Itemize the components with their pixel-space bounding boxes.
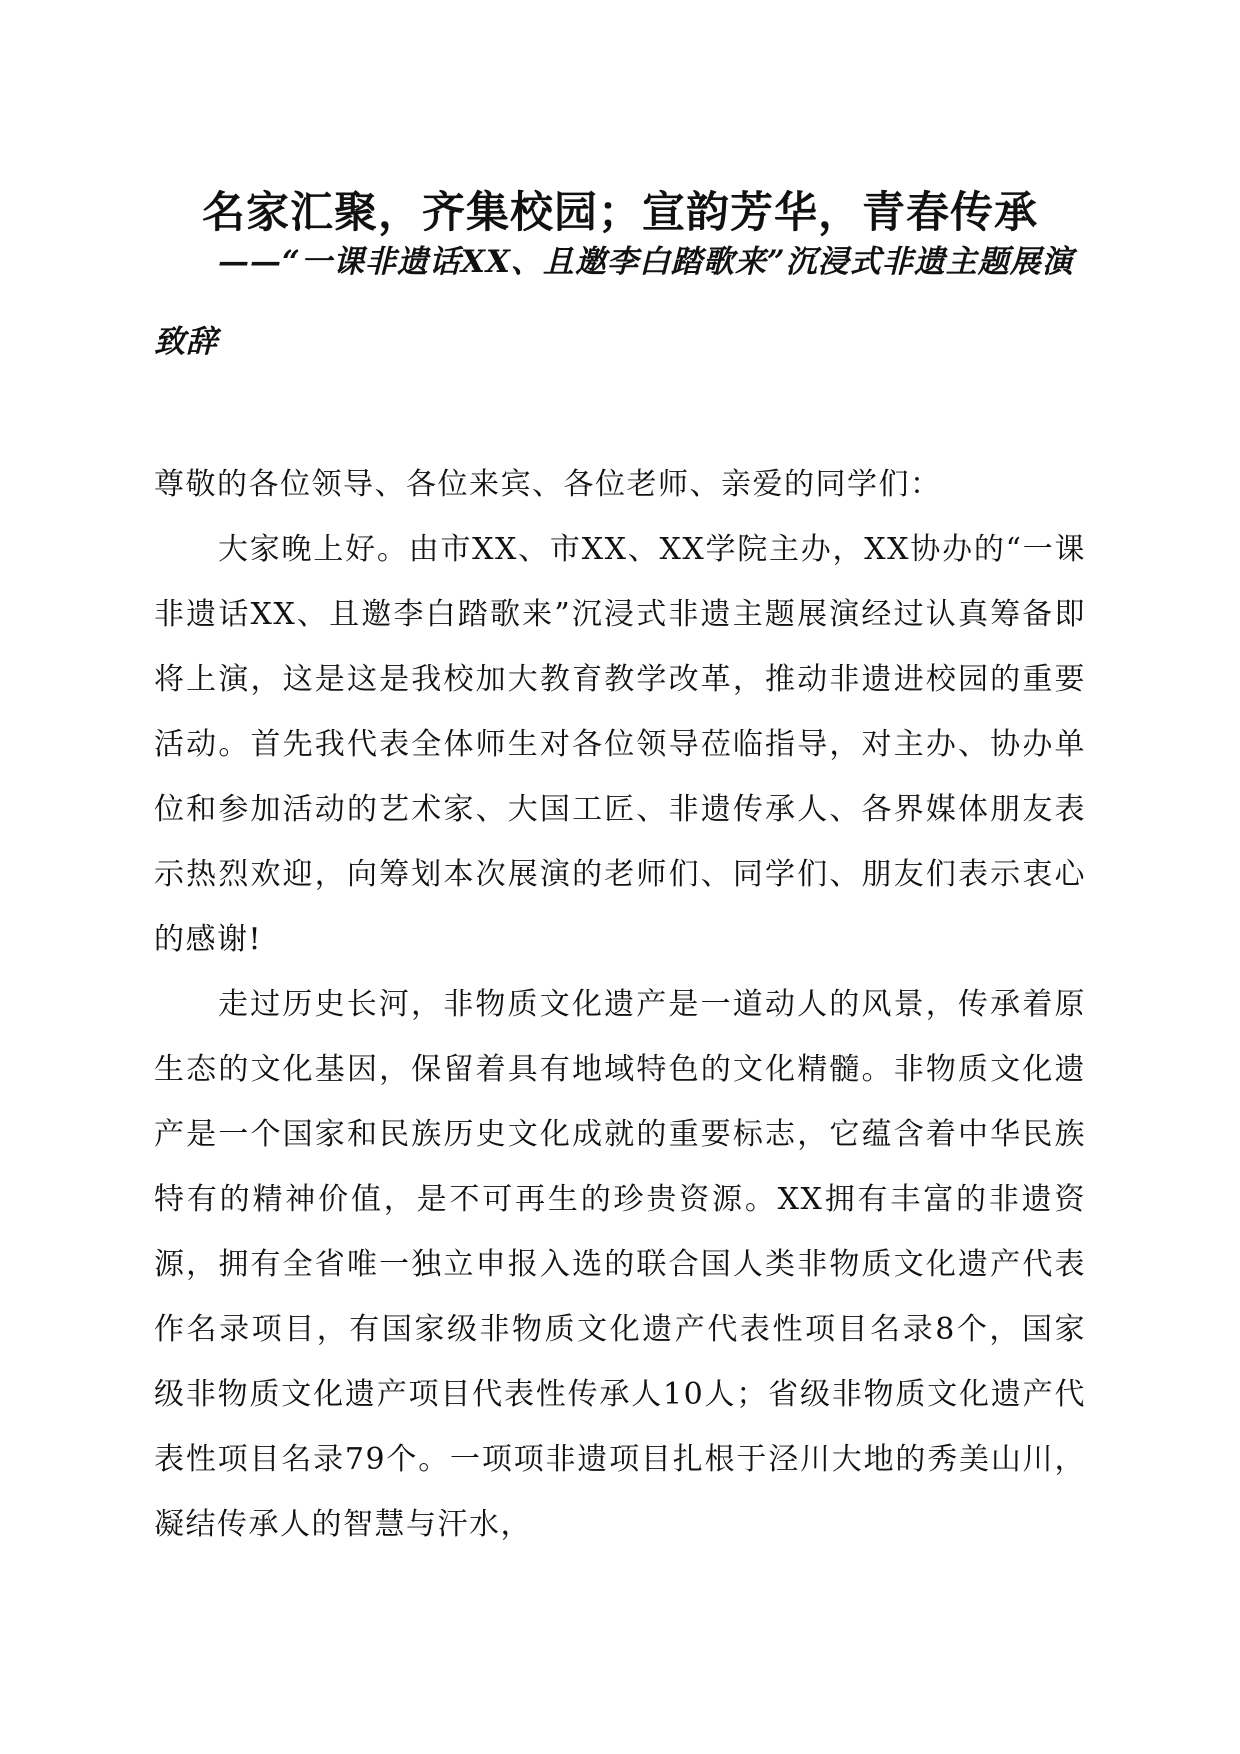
- subtitle-text: ——“一课非遗话XX、且邀李白踏歌来”沉浸式非遗主题展演致辞: [154, 244, 1074, 360]
- document-subtitle: [154, 222, 1086, 382]
- document-title: 名家汇聚，齐集校园；宣韵芳华，青春传承: [202, 188, 1038, 238]
- salutation: 尊敬的各位领导、各位来宾、各位老师、亲爱的同学们：: [154, 467, 942, 502]
- document-body: [154, 452, 1086, 1557]
- paragraph-welcome: 大家晚上好。由市XX、市XX、XX学院主办，XX协办的“一课非遗话XX、且邀李白踏歌来”沉浸式非遗主题展演经过认真筹备即将上演，这是这是我校加大教育教学改革，推动非遗进校园的重要活动。首先我代表全体师生对各位领导莅临指导，对主办、协办单位和参加活动的艺术家、大国工匠、非遗传承人、各界媒体朋友表示热烈欢迎，向筹划本次展演的老师们、同学们、朋友们表示衷心的感谢!: [154, 532, 1086, 957]
- paragraph-heritage: 走过历史长河，非物质文化遗产是一道动人的风景，传承着原生态的文化基因，保留着具有地域特色的文化精髓。非物质文化遗产是一个国家和民族历史文化成就的重要标志，它蕴含着中华民族特有的精神价值，是不可再生的珍贵资源。XX拥有丰富的非遗资源，拥有全省唯一独立申报入选的联合国人类非物质文化遗产代表作名录项目，有国家级非物质文化遗产代表性项目名录8个，国家级非物质文化遗产项目代表性传承人10人；省级非物质文化遗产代表性项目名录79个。一项项非遗项目扎根于泾川大地的秀美山川，凝结传承人的智慧与汗水，: [154, 987, 1086, 1542]
